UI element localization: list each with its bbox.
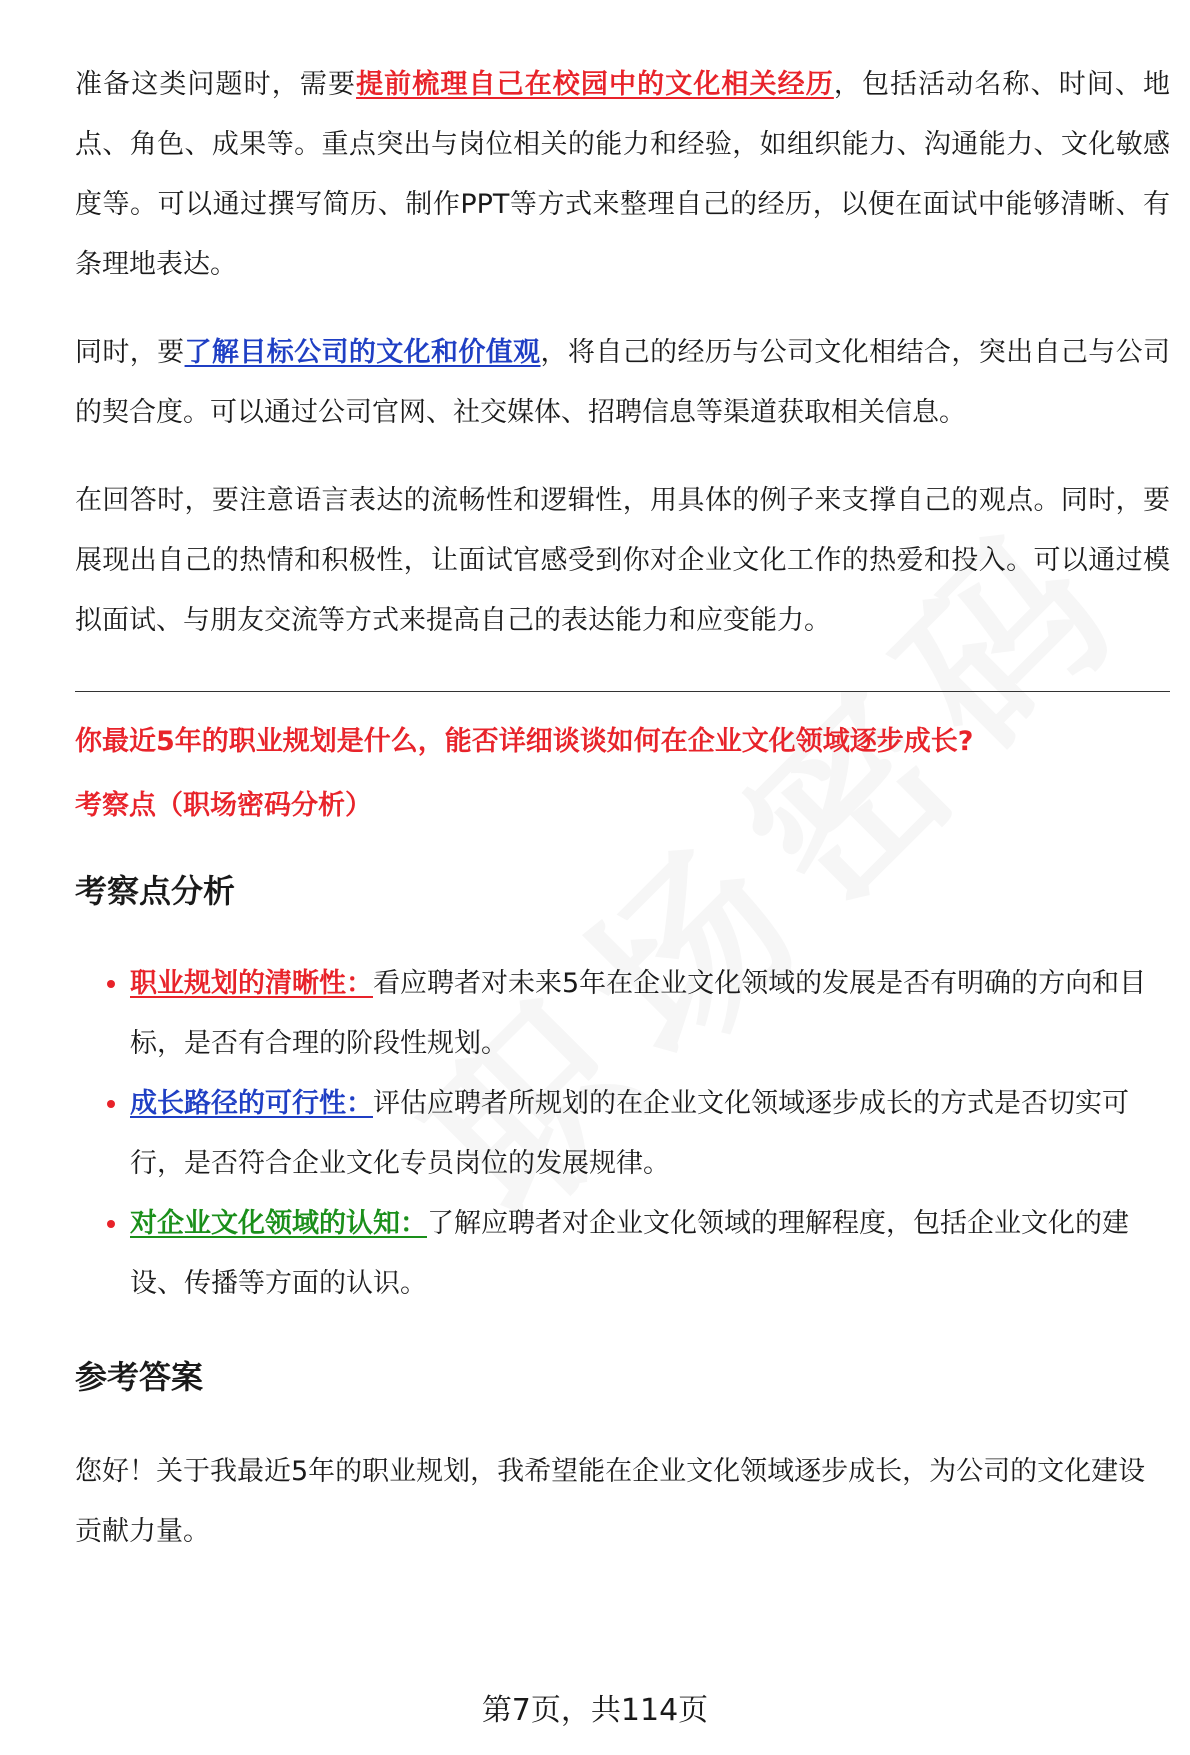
reference-heading: 参考答案: [75, 1358, 204, 1396]
analysis-points: [75, 954, 1170, 1314]
analysis-point: [130, 954, 1170, 1074]
analysis-point: [130, 1074, 1170, 1194]
paragraph-1-suffix: ，包括活动名称、时间、地点、角色、成果等。重点突出与岗位相关的能力和经验，如组织能力、沟通能力、文化敏感度等。可以通过撰写简历、制作PPT等方式来整理自己的经历，以便在面试中能够清晰、有条理地表达。: [75, 69, 1171, 280]
analysis-point: [130, 1194, 1170, 1314]
paragraph-1-highlight: 提前梳理自己在校园中的文化相关经历: [356, 69, 834, 100]
paragraph-2-highlight: 了解目标公司的文化和价值观: [184, 337, 541, 368]
paragraph-2: [75, 323, 1170, 443]
analysis-point-label: 对企业文化领域的认知：: [130, 1208, 427, 1239]
page-content: [75, 55, 1170, 1562]
section-divider: [75, 691, 1170, 692]
analysis-heading: 考察点分析: [75, 872, 236, 910]
reference-answer: 您好！关于我最近5年的职业规划，我希望能在企业文化领域逐步成长，为公司的文化建设贡献力量。: [75, 1456, 1146, 1547]
question-title: 你最近5年的职业规划是什么，能否详细谈谈如何在企业文化领域逐步成长?: [75, 726, 974, 757]
question-subtitle: 考察点（职场密码分析）: [75, 790, 372, 821]
paragraph-1: [75, 55, 1170, 295]
page-footer: 第7页，共114页: [481, 1693, 709, 1728]
paragraph-3: 在回答时，要注意语言表达的流畅性和逻辑性，用具体的例子来支撑自己的观点。同时，要展现出自己的热情和积极性，让面试官感受到你对企业文化工作的热爱和投入。可以通过模拟面试、与朋友交流等方式来提高自己的表达能力和应变能力。: [75, 485, 1170, 636]
analysis-point-label: 成长路径的可行性：: [130, 1088, 373, 1119]
paragraph-1-prefix: 准备这类问题时，需要: [75, 69, 357, 100]
analysis-point-text: 评估应聘者所规划的在企业文化领域逐步成长的方式是否切实可行，是否符合企业文化专员岗位的发展规律。: [130, 1088, 1129, 1179]
paragraph-2-prefix: 同时，要: [75, 337, 185, 368]
paragraph-2-suffix: ，将自己的经历与公司文化相结合，突出自己与公司的契合度。可以通过公司官网、社交媒体、招聘信息等渠道获取相关信息。: [75, 337, 1171, 428]
analysis-point-label: 职业规划的清晰性：: [130, 968, 373, 999]
analysis-point-text: 了解应聘者对企业文化领域的理解程度，包括企业文化的建设、传播等方面的认识。: [130, 1208, 1129, 1299]
analysis-point-text: 看应聘者对未来5年在企业文化领域的发展是否有明确的方向和目标，是否有合理的阶段性规划。: [130, 968, 1147, 1059]
